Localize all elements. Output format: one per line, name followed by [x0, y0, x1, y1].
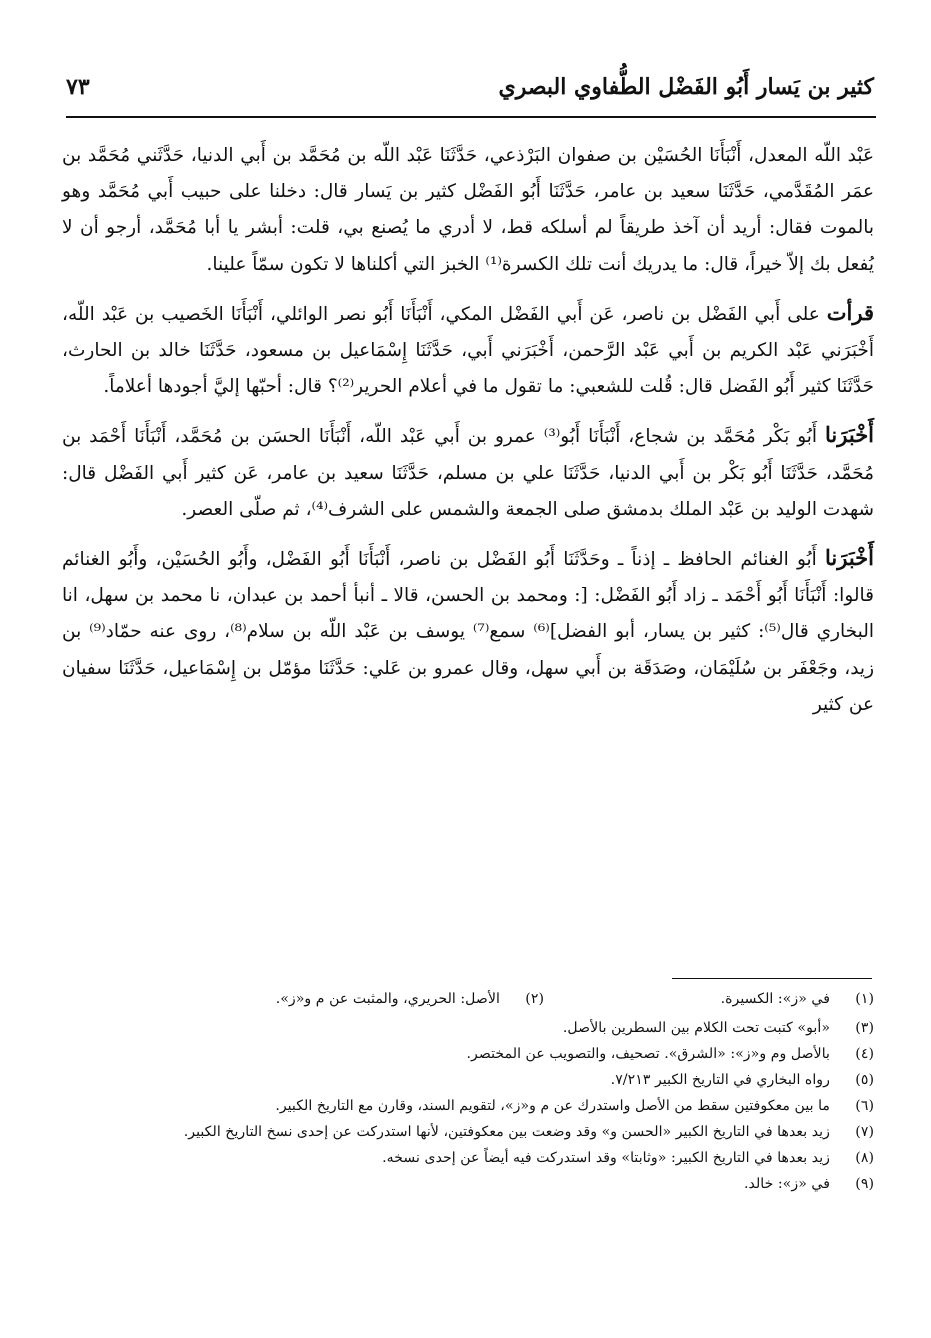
- footnote-number: (١): [855, 991, 874, 1007]
- footnote-text: الأصل: الحريري، والمثبت عن م و«ز».: [275, 991, 500, 1007]
- footnote-number: (٢): [525, 991, 544, 1007]
- main-text: [62, 138, 874, 735]
- footnote-4: [62, 1041, 874, 1067]
- footnote-text: في «ز»: خالد.: [744, 1176, 830, 1192]
- paragraph-4: [62, 540, 874, 723]
- header-divider: [66, 116, 876, 118]
- paragraph-3-lead: أَخْبَرَنا: [825, 422, 875, 448]
- paragraph-1-text: عَبْد اللّه المعدل، أَنْبَأَنَا الحُسَيْن بن صفوان البَرْذعي، حَدَّثَنَا عَبْد اللّه بن مُحَمَّد بن أَبي الدنيا، حَدَّثَني مُحَمَّد بن عمَر المُقَدَّمي، حَدَّثَنَا سعيد بن عامر، حَدَّثَنَا أَبُو الفَضْل كثير بن يَسار قال: دخلنا على حبيب أَبي مُحَمَّد وهو بالموت فقال: أريد أن آخذ طريقاً لم أسلكه قط، لا أدري ما يُصنع بي، قلت: أبشر يا أبا مُحَمَّد، أرجو أن لا يُفعل بك إلاّ خيراً، قال: ما يدريك أنت تلك الكسرة⁽¹⁾ الخبز التي أكلناها لا تكون سمّاً علينا.: [62, 145, 875, 275]
- footnote-7: [62, 1119, 874, 1145]
- footnote-1: [544, 986, 874, 1012]
- paragraph-4-text: أَبُو الغنائم الحافظ ـ إذناً ـ وحَدَّثَنَا أَبُو الفَضْل بن ناصر، أَنْبَأَنَا أَبُو الفَضْل، وأَبُو الحُسَيْن، وأَبُو الغنائم قالوا: أَنْبَأَنَا أَبُو أَحْمَد ـ زاد أَبُو الفَضْل: [: ومحمد بن الحسن، قالا ـ أنبأ أحمد بن عبدان، نا محمد بن سهل، انا البخاري قال⁽⁵⁾: كثير بن يسار، أبو الفضل]⁽⁶⁾ سمع⁽⁷⁾ يوسف بن عَبْد اللّه بن سلام⁽⁸⁾، روى عنه حمّاد⁽⁹⁾ بن زيد، وجَعْفَر بن سُلَيْمَان، وصَدَقَة بن أَبي سهل، وقال عمرو بن عَلي: حَدَّثَنَا مؤمّل بن إِسْمَاعيل، حَدَّثَنَا سفيان عن كثير: [62, 549, 874, 715]
- footnote-text: بالأصل وم و«ز»: «الشرق». تصحيف، والتصويب عن المختصر.: [466, 1046, 830, 1062]
- footnote-9: [62, 1171, 874, 1197]
- footnote-text: في «ز»: الكسيرة.: [720, 991, 830, 1007]
- paragraph-4-lead: أَخْبَرَنا: [825, 545, 874, 571]
- footnote-text: زيد بعدها في التاريخ الكبير: «وثابتا» وقد استدركت فيه أيضاً عن إحدى نسخه.: [382, 1150, 830, 1166]
- footnote-divider: [672, 978, 872, 979]
- footnote-text: رواه البخاري في التاريخ الكبير ٧/٢١٣.: [610, 1072, 830, 1088]
- footnote-number: (٧): [855, 1124, 874, 1140]
- running-header: [66, 68, 874, 112]
- footnote-6: [62, 1093, 874, 1119]
- footnote-text: زيد بعدها في التاريخ الكبير «الحسن و» وقد وضعت بين معكوفتين، لأنها استدركت عن إحدى نسخ التاريخ الكبير.: [183, 1124, 830, 1140]
- footnote-5: [62, 1067, 874, 1093]
- page-number: ٧٣: [66, 74, 90, 100]
- footnote-row-1-2: [62, 986, 874, 1012]
- footnote-text: ما بين معكوفتين سقط من الأصل واستدرك عن م و«ز»، لتقويم السند، وقارن مع التاريخ الكبير.: [275, 1098, 830, 1114]
- footnote-number: (٨): [855, 1150, 874, 1166]
- footnote-8: [62, 1145, 874, 1171]
- paragraph-2: [62, 295, 874, 406]
- footnote-number: (٤): [855, 1046, 874, 1062]
- footnote-number: (٦): [855, 1098, 874, 1114]
- paragraph-2-text: على أَبي الفَضْل بن ناصر، عَن أَبي الفَضْل المكي، أَنْبَأَنَا أَبُو نصر الوائلي، أَنْبَأَنَا الخَصيب بن عَبْد اللّه، أَخْبَرَني عَبْد الكريم بن أَبي عَبْد الرَّحمن، أَخْبَرَني أَبي، حَدَّثَنَا إِسْمَاعيل بن مسعود، حَدَّثَنَا خالد بن الحارث، حَدَّثَنَا كثير أَبُو الفَضل قال: قُلت للشعبي: ما تقول ما في أعلام الحرير⁽²⁾؟ قال: أحبّها إليَّ أجودها أعلاماً.: [62, 303, 874, 398]
- footnote-number: (٩): [855, 1176, 874, 1192]
- header-title: كثير بن يَسار أَبُو الفَضْل الطُّفاوي البصري: [498, 74, 874, 100]
- paragraph-1: [62, 138, 874, 283]
- footnote-number: (٣): [855, 1020, 874, 1036]
- footnote-number: (٥): [855, 1072, 874, 1088]
- paragraph-3-text: أَبُو بَكْر مُحَمَّد بن شجاع، أَنْبَأَنَا أَبُو⁽³⁾ عمرو بن أَبي عَبْد اللّه، أَنْبَأَنَا الحسَن بن مُحَمَّد، أَنْبَأَنَا أَحْمَد بن مُحَمَّد، حَدَّثَنَا أَبُو بَكْر بن أَبي الدنيا، حَدَّثَنَا علي بن مسلم، حَدَّثَنَا سعيد بن عامر، عَن كثير أَبي الفَضْل قال: شهدت الوليد بن عَبْد الملك بدمشق صلى الجمعة والشمس على الشرف⁽⁴⁾، ثم صلّى العصر.: [62, 426, 874, 520]
- paragraph-3: [62, 417, 874, 528]
- footnotes: [62, 986, 874, 1197]
- footnote-2: [276, 986, 544, 1012]
- paragraph-2-lead: قرأت: [826, 299, 874, 325]
- footnote-3: [62, 1015, 874, 1041]
- footnote-text: «أبو» كتبت تحت الكلام بين السطرين بالأصل.: [562, 1020, 830, 1036]
